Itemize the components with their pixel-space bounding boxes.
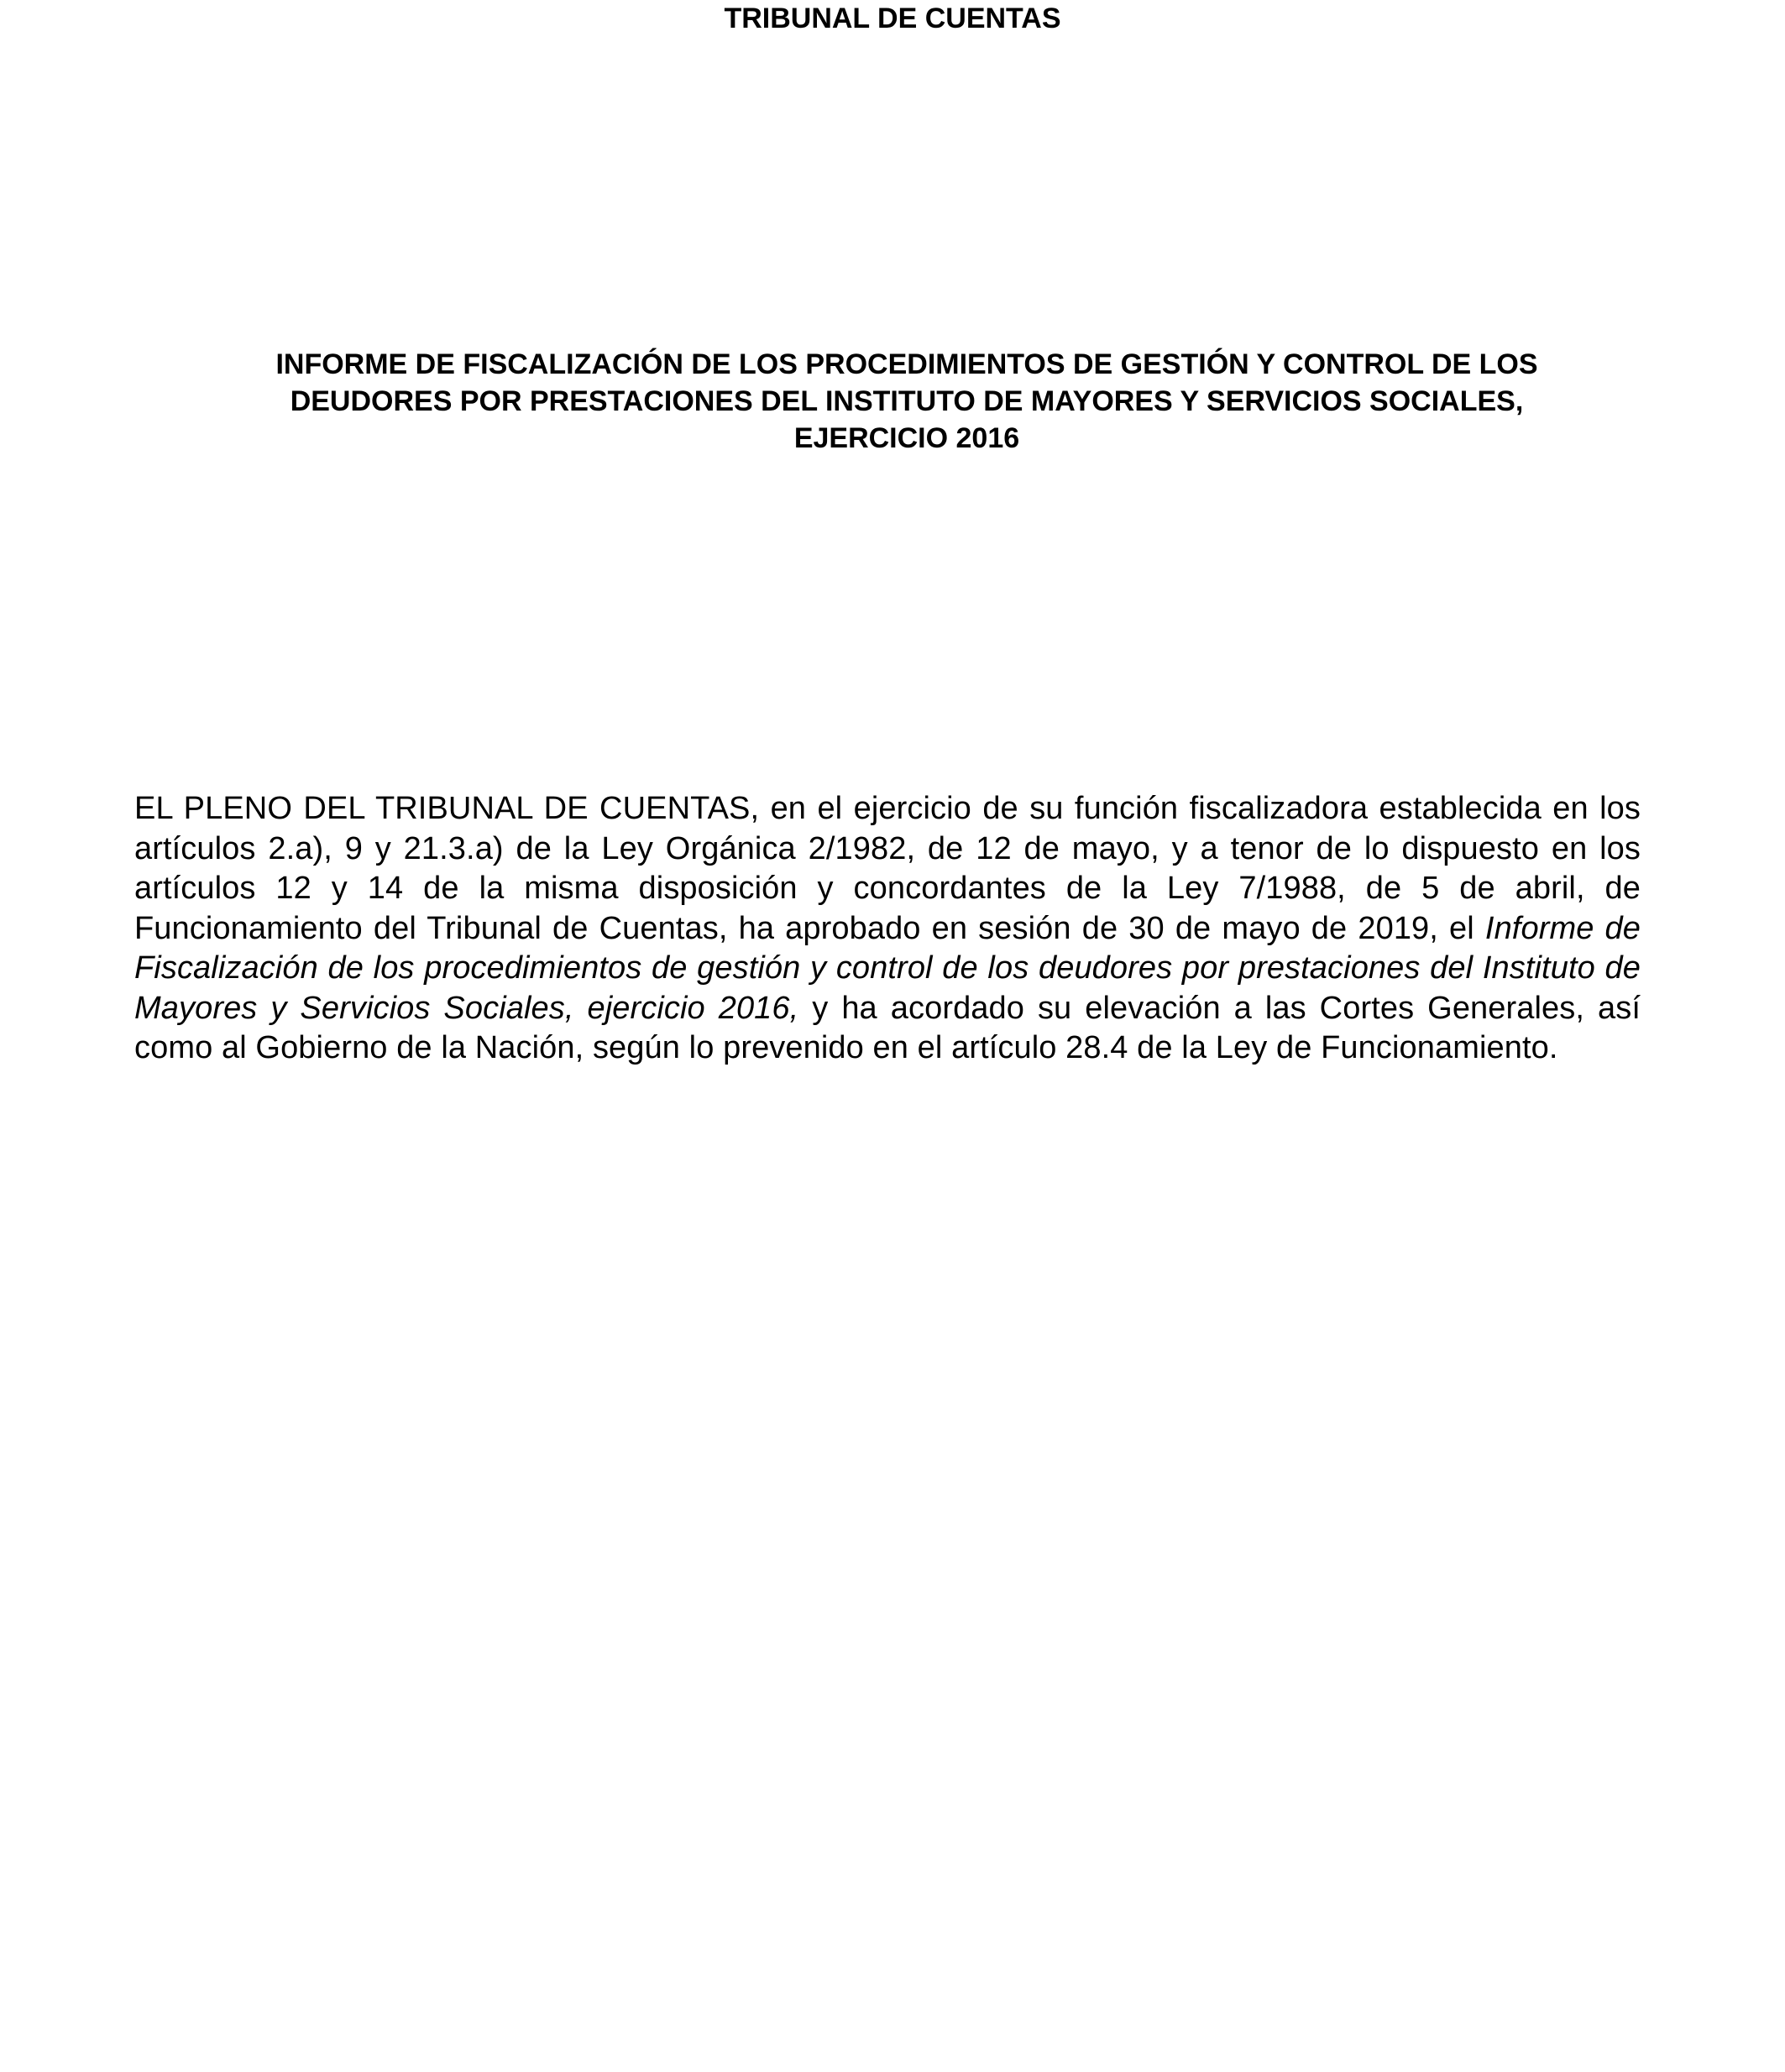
institution-name: TRIBUNAL DE CUENTAS xyxy=(724,3,1061,34)
paragraph-text-start: EL PLENO DEL TRIBUNAL DE CUENTAS, en el ejercicio de su función fiscalizadora establecida en los artículos 2.a), 9 y 21.3.a) de la Ley Orgánica 2/1982, de 12 de mayo, y a tenor de lo dispuesto en los artículos 12 y 14 de la misma disposición y concordantes de la Ley 7/1988, de 5 de abril, de Funcionamiento del Tribunal de Cuentas, ha aprobado en sesión de 30 de mayo de 2019, el xyxy=(134,791,1641,946)
approval-paragraph xyxy=(134,789,1641,1069)
title-line: INFORME DE FISCALIZACIÓN DE LOS PROCEDIMIENTOS DE GESTIÓN Y CONTROL DE LOS xyxy=(275,348,1538,380)
paragraph-text-end: y ha acordado su elevación a las Cortes Generales, así como al Gobierno de la Nación, según lo prevenido en el artículo 28.4 de la Ley de Funcionamiento. xyxy=(134,990,1641,1065)
document-header xyxy=(0,0,1785,37)
title-line: EJERCICIO 2016 xyxy=(793,422,1020,454)
report-name-italic: Informe de Fiscalización de los procedimientos de gestión y control de los deudores por prestaciones del Instituto de Mayores y Servicios Sociales, ejercicio 2016, xyxy=(134,910,1641,1026)
report-title xyxy=(134,346,1679,457)
title-line: DEUDORES POR PRESTACIONES DEL INSTITUTO DE MAYORES Y SERVICIOS SOCIALES, xyxy=(290,385,1524,417)
